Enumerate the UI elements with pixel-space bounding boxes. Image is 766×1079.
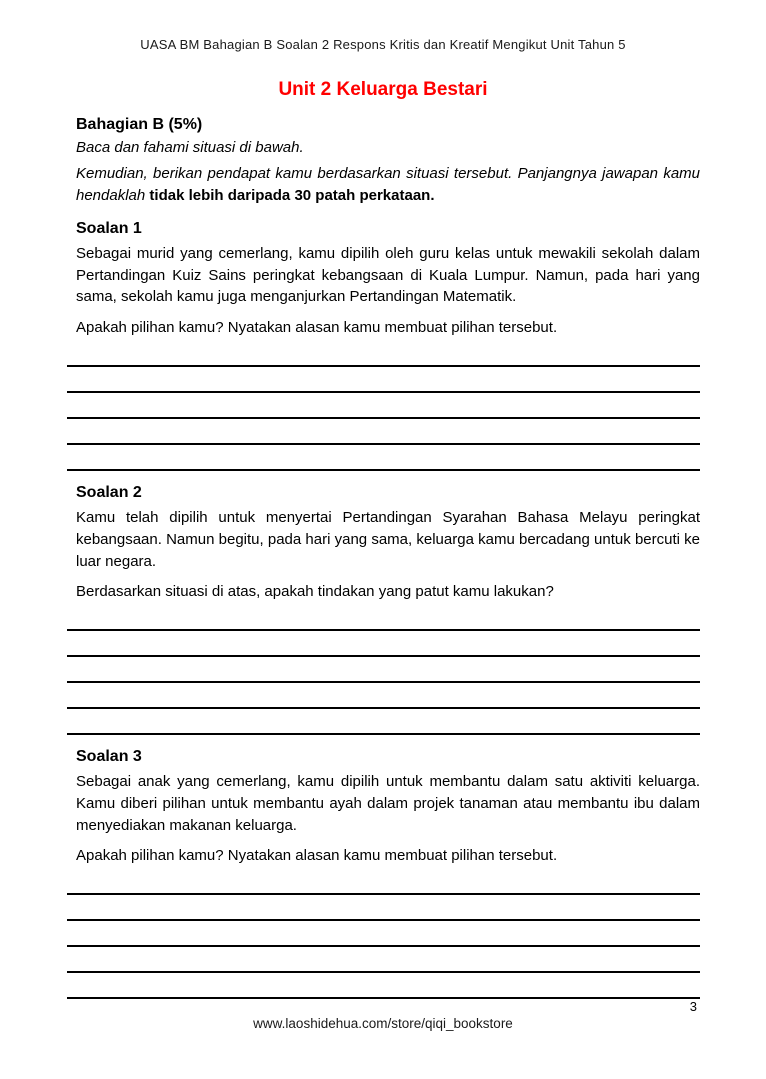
instruction-paragraph: [76, 163, 700, 207]
question-block-1: [67, 219, 700, 471]
question-situation: Kamu telah dipilih untuk menyertai Pertandingan Syarahan Bahasa Melayu peringkat kebangsaan. Namun begitu, pada hari yang sama, keluarga kamu bercadang untuk bercuti ke luar negara.: [76, 509, 700, 570]
instruction-regular-text: Kemudian, berikan pendapat kamu berdasarkan situasi tersebut. Panjangnya jawapan kamu hendaklah: [76, 165, 700, 204]
question-situation: Sebagai anak yang cemerlang, kamu dipilih untuk membantu dalam satu aktiviti keluarga. Kamu diberi pilihan untuk membantu ayah dalam projek tanaman atau membantu ibu dalam menyediakan makanan keluarga.: [76, 773, 700, 834]
unit-title: Unit 2 Keluarga Bestari: [278, 79, 488, 100]
section-label: Bahagian B (5%): [76, 116, 203, 133]
answer-line: [67, 367, 700, 393]
answer-line: [67, 947, 700, 973]
question-prompt: Apakah pilihan kamu? Nyatakan alasan kamu membuat pilihan tersebut.: [76, 847, 558, 865]
answer-line: [67, 657, 700, 683]
question-heading: Soalan 3: [76, 748, 142, 766]
answer-lines: [67, 869, 700, 999]
answer-line: [67, 341, 700, 367]
question-prompt: Berdasarkan situasi di atas, apakah tindakan yang patut kamu lakukan?: [76, 583, 554, 601]
answer-line: [67, 683, 700, 709]
answer-line: [67, 393, 700, 419]
answer-line: [67, 709, 700, 735]
instruction-line-1: Baca dan fahami situasi di bawah.: [76, 139, 304, 156]
document-header: UASA BM Bahagian B Soalan 2 Respons Kritis dan Kreatif Mengikut Unit Tahun 5: [140, 37, 626, 52]
question-heading: Soalan 1: [76, 220, 142, 237]
answer-line: [67, 445, 700, 471]
question-situation: Sebagai murid yang cemerlang, kamu dipilih oleh guru kelas untuk mewakili sekolah dalam Pertandingan Kuiz Sains peringkat kebangsaan di Kuala Lumpur. Namun, pada hari yang sama, sekolah kamu juga menganjurkan Pertandingan Matematik.: [76, 245, 700, 306]
instruction-bold-text: tidak lebih daripada 30 patah perkataan.: [149, 187, 435, 204]
answer-line: [67, 973, 700, 999]
question-block-2: [67, 483, 700, 735]
answer-line: [67, 869, 700, 895]
question-prompt: Apakah pilihan kamu? Nyatakan alasan kamu membuat pilihan tersebut.: [76, 319, 558, 337]
page-number: 3: [689, 999, 697, 1014]
answer-lines: [67, 605, 700, 735]
answer-line: [67, 605, 700, 631]
footer-url: www.laoshidehua.com/store/qiqi_bookstore: [253, 1016, 513, 1031]
answer-line: [67, 895, 700, 921]
question-block-3: [67, 747, 700, 999]
answer-line: [67, 921, 700, 947]
answer-line: [67, 419, 700, 445]
answer-line: [67, 631, 700, 657]
question-heading: Soalan 2: [76, 484, 142, 502]
answer-lines: [67, 341, 700, 471]
